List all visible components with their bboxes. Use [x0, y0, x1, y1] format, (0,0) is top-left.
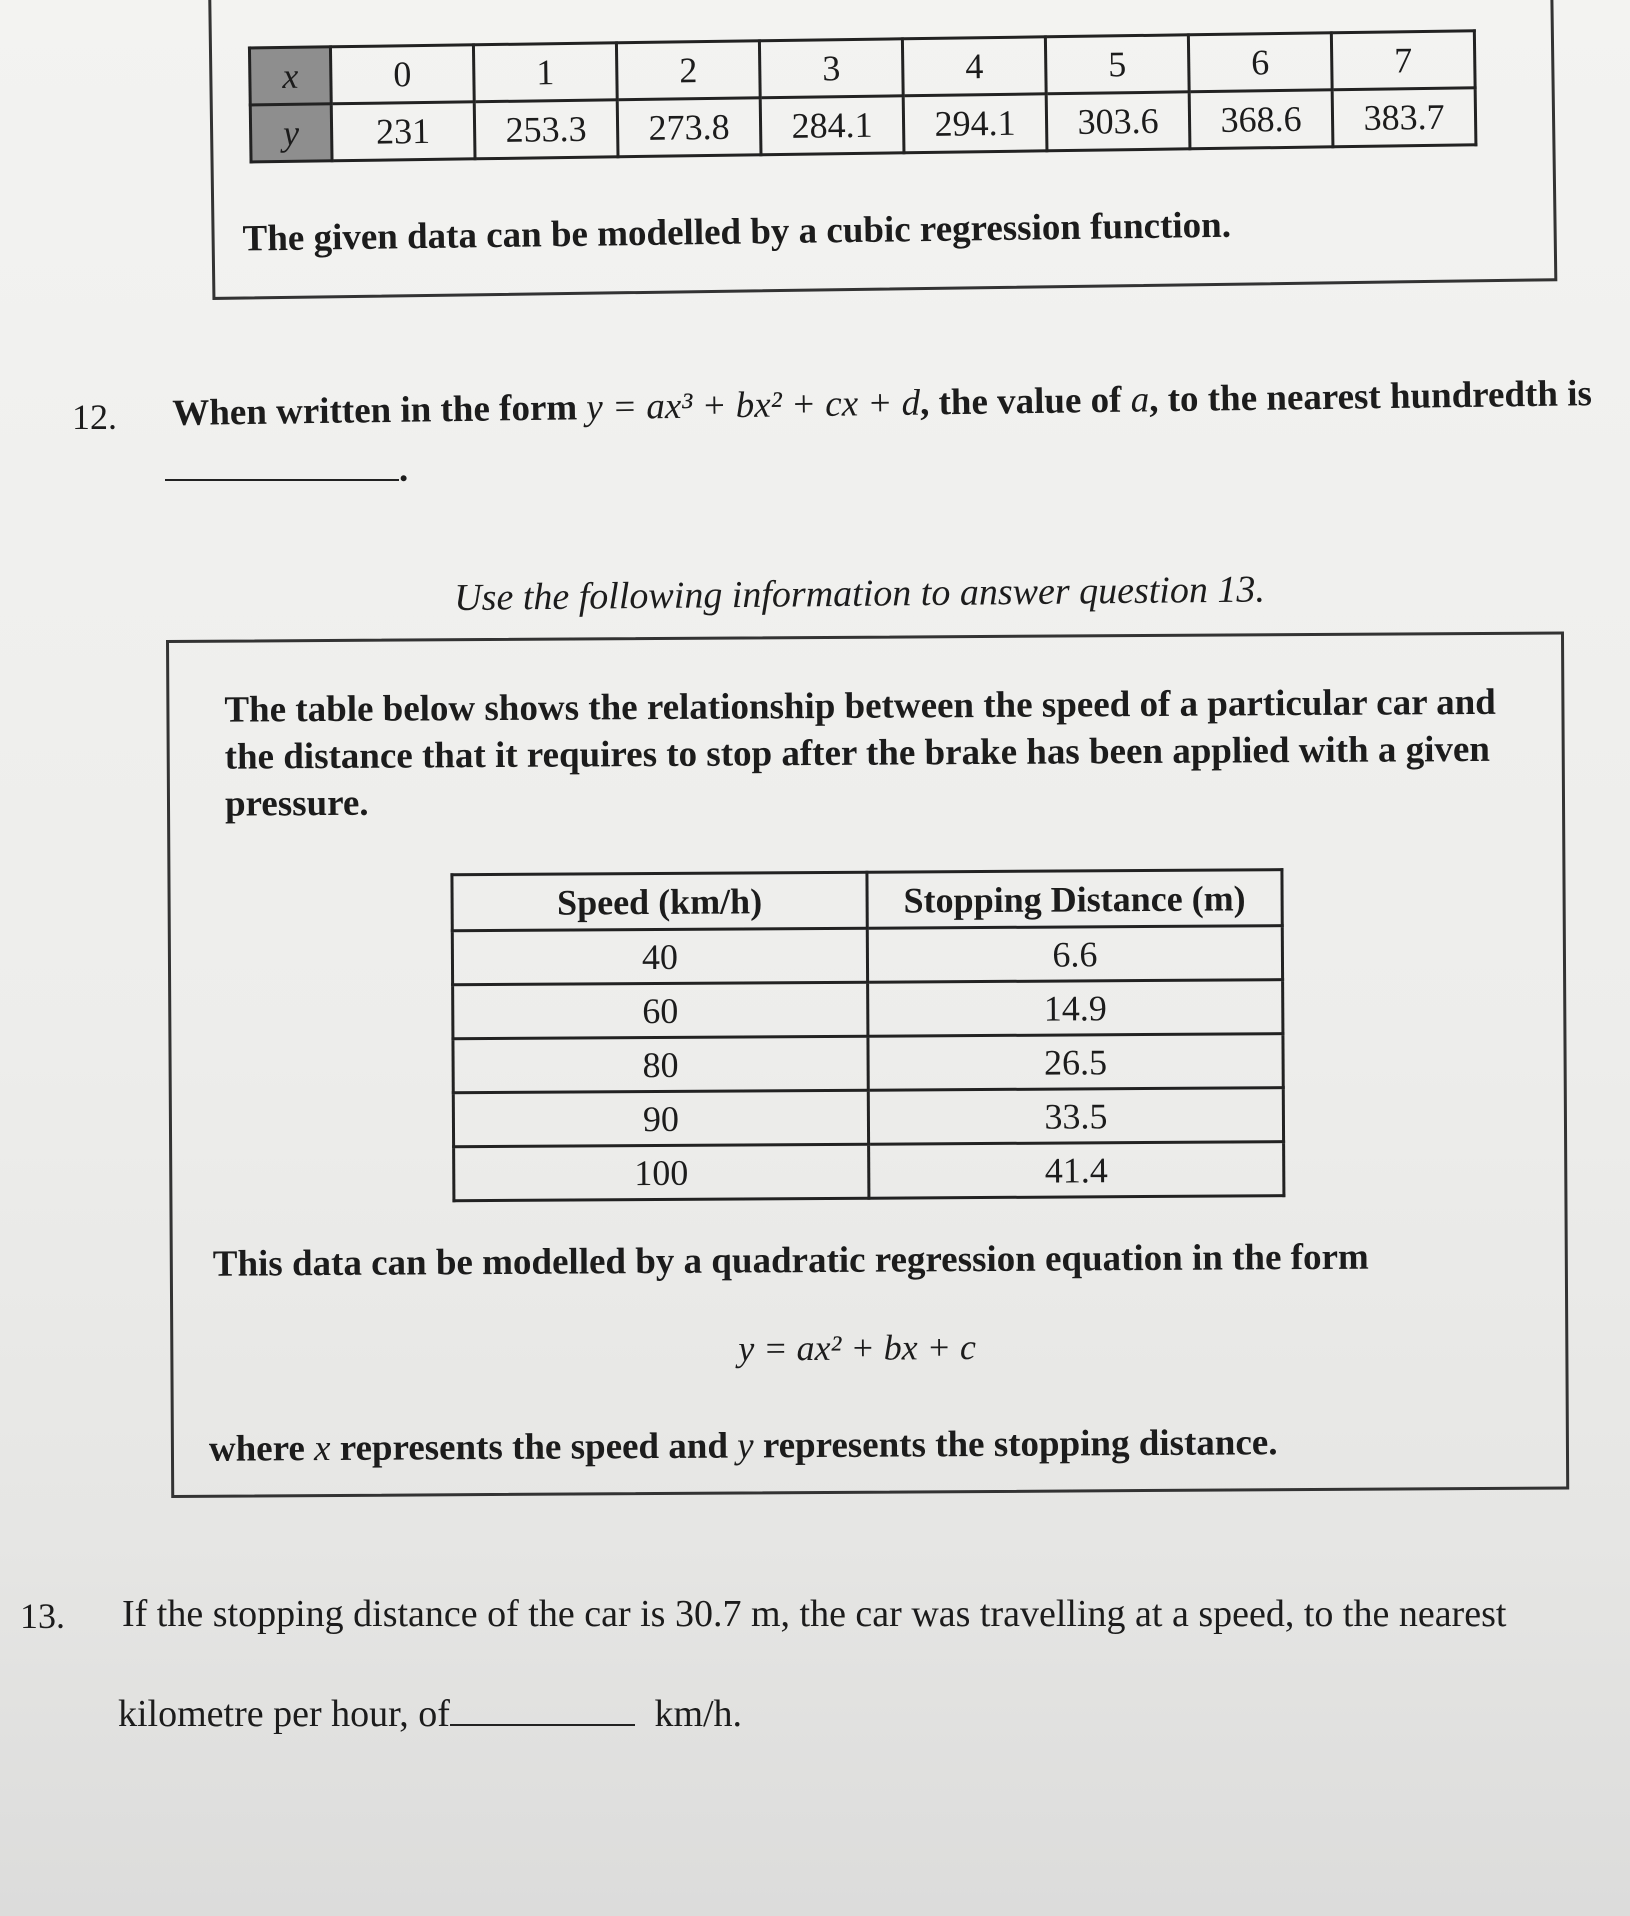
x-cell: 1 [473, 43, 617, 102]
q13-answer-blank[interactable] [450, 1692, 635, 1726]
table-row [453, 1034, 1283, 1093]
q12-text [172, 372, 1592, 435]
table-row [452, 926, 1282, 985]
use-info-heading: Use the following information to answer question 13. [454, 568, 1266, 619]
quadratic-model-text: This data can be modelled by a quadratic regression equation in the form [212, 1236, 1369, 1285]
q12-formula: y = ax³ + bx² + cx + d [586, 382, 921, 429]
q12-answer-blank[interactable] [165, 449, 399, 481]
stopping-distance-table [450, 868, 1285, 1202]
quadratic-equation: y = ax² + bx + c [738, 1327, 977, 1369]
stopping-distance-box [166, 631, 1569, 1498]
y-cell: 231 [331, 102, 475, 161]
x-header: x [249, 47, 331, 105]
q12-answer-line [165, 448, 408, 491]
y-cell: 273.8 [617, 98, 761, 157]
q13-unit: km/h. [654, 1693, 743, 1735]
speed-header: Speed (km/h) [452, 872, 867, 931]
table-row [453, 980, 1283, 1039]
q13-number: 13. [20, 1596, 65, 1636]
table-row [453, 1088, 1283, 1147]
distance-cell: 14.9 [868, 980, 1283, 1037]
cubic-data-table [248, 29, 1478, 163]
q13-line2 [118, 1692, 742, 1736]
x-cell: 2 [616, 41, 760, 100]
x-cell: 3 [759, 39, 903, 98]
where-part-1: where [208, 1428, 315, 1470]
speed-cell: 100 [454, 1144, 869, 1201]
distance-cell: 41.4 [869, 1142, 1284, 1199]
q12-end: . [399, 449, 409, 490]
cubic-data-box [208, 0, 1557, 300]
y-cell: 294.1 [903, 94, 1047, 153]
q12-text-before: When written in the form [172, 387, 587, 434]
where-y: y [737, 1425, 754, 1467]
q12-var: a [1130, 379, 1150, 421]
q13-line2-before: kilometre per hour, of [118, 1693, 450, 1735]
table-row [454, 1142, 1284, 1201]
q12-number: 12. [72, 397, 117, 437]
x-cell: 4 [902, 37, 1046, 96]
speed-cell: 40 [452, 928, 867, 985]
where-part-3: represents the stopping distance. [753, 1422, 1278, 1467]
speed-cell: 90 [453, 1090, 868, 1147]
x-cell: 7 [1331, 31, 1475, 90]
x-cell: 0 [330, 45, 474, 104]
table-header-row [452, 870, 1282, 931]
y-cell: 284.1 [760, 96, 904, 155]
q12-text-middle: , the value of [919, 379, 1131, 424]
distance-header: Stopping Distance (m) [867, 870, 1282, 929]
q12-text-after: , to the nearest hundredth is [1148, 373, 1593, 421]
where-part-2: represents the speed and [330, 1425, 738, 1470]
distance-cell: 6.6 [867, 926, 1282, 983]
cubic-note: The given data can be modelled by a cubic regression function. [242, 204, 1232, 260]
y-cell: 303.6 [1046, 92, 1190, 151]
speed-cell: 80 [453, 1036, 868, 1093]
y-header: y [250, 104, 332, 162]
where-x: x [313, 1428, 331, 1470]
distance-cell: 33.5 [868, 1088, 1283, 1145]
speed-cell: 60 [453, 982, 868, 1039]
q13-line1: If the stopping distance of the car is 30.7 m, the car was travelling at a speed, to the nearest [122, 1593, 1507, 1635]
y-cell: 253.3 [474, 100, 618, 159]
x-cell: 5 [1045, 35, 1189, 94]
variable-definitions [209, 1421, 1278, 1471]
x-cell: 6 [1188, 33, 1332, 92]
stopping-intro: The table below shows the relationship between the speed of a particular car and the distance that it requires to stop after the brake has been applied with a given pressure. [224, 681, 1496, 825]
y-cell: 383.7 [1332, 88, 1476, 147]
y-cell: 368.6 [1189, 90, 1333, 149]
distance-cell: 26.5 [868, 1034, 1283, 1091]
